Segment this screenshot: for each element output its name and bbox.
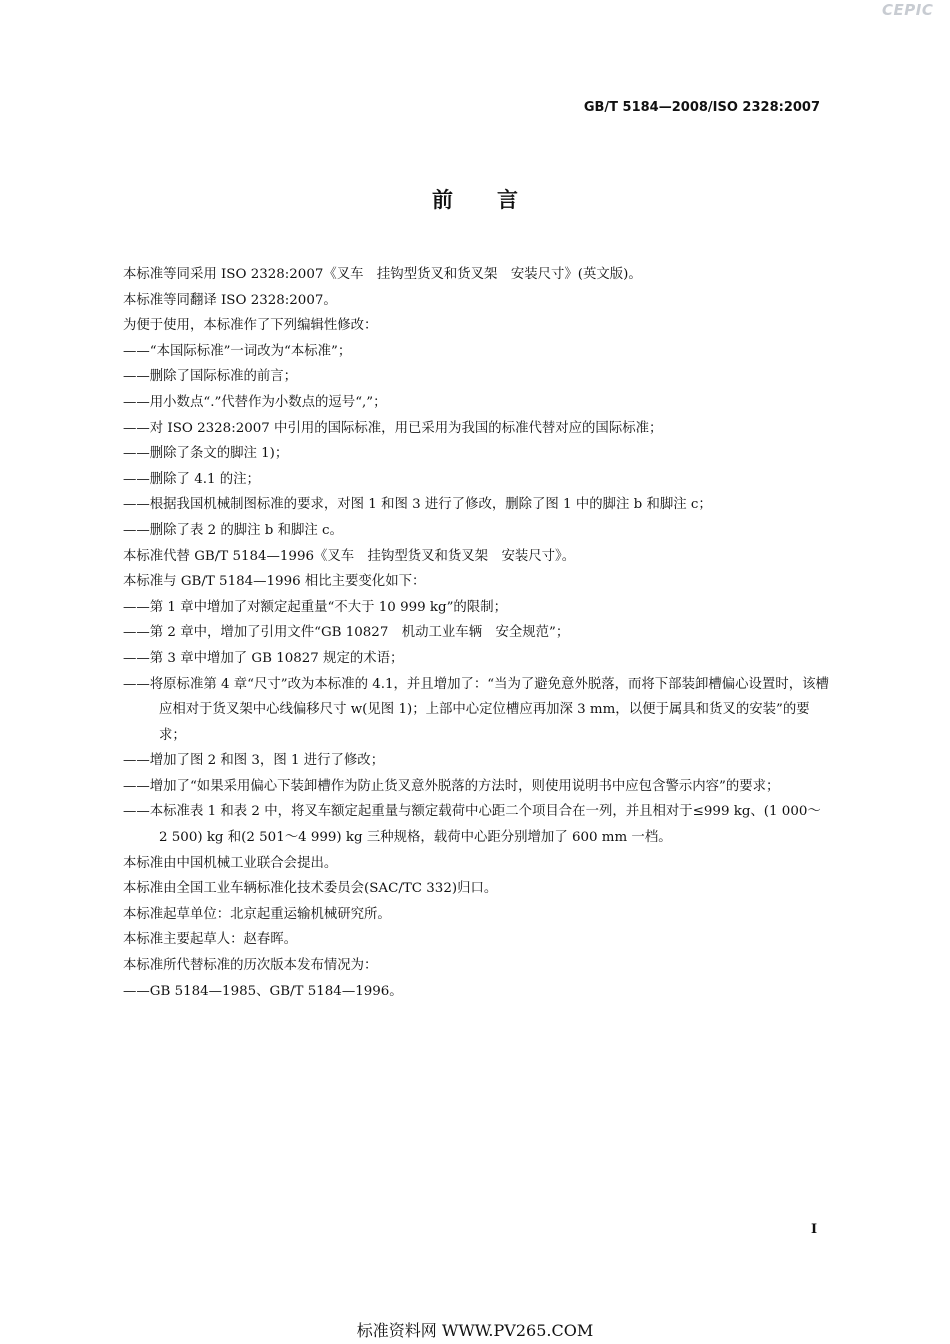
list-item: ——本标准表 1 和表 2 中，将叉车额定起重量与额定载荷中心距二个项目合在一列，并且相对于≤999 kg、(1 000～2 500) kg 和(2 501～4 999) kg 三种规格，载荷中心距分别增加了 600 mm 一档。 [123,804,821,846]
list-item: ——删除了条文的脚注 1)； [123,446,289,462]
paragraph: 本标准由中国机械工业联合会提出。 [123,855,338,871]
paragraph: 本标准等同翻译 ISO 2328:2007。 [123,292,337,308]
list-item: ——“本国际标准”一词改为“本标准”； [123,343,352,359]
list-item: ——第 2 章中，增加了引用文件“GB 10827 机动工业车辆 安全规范”； [123,625,570,641]
paragraph: 本标准与 GB/T 5184—1996 相比主要变化如下： [123,574,426,590]
list-item: ——GB 5184—1985、GB/T 5184—1996。 [123,983,403,999]
paragraph: 本标准由全国工业车辆标准化技术委员会(SAC/TC 332)归口。 [123,881,498,897]
list-item: ——第 3 章中增加了 GB 10827 规定的术语； [123,650,404,666]
list-item: ——删除了表 2 的脚注 b 和脚注 c。 [123,522,343,538]
standard-code: GB/T 5184—2008/ISO 2328:2007 [583,100,820,115]
list-item: ——删除了 4.1 的注； [123,471,260,487]
list-item: ——删除了国际标准的前言； [123,369,298,385]
paragraph: 本标准主要起草人：赵春晖。 [123,932,298,948]
paragraph: 本标准起草单位：北京起重运输机械研究所。 [123,906,391,922]
paragraph: 本标准所代替标准的历次版本发布情况为： [123,958,378,974]
list-item: ——第 1 章中增加了对额定起重量“不大于 10 999 kg”的限制； [123,599,507,615]
page-title: 前言 [432,188,562,212]
list-item: ——根据我国机械制图标准的要求，对图 1 和图 3 进行了修改，删除了图 1 中的脚注 b 和脚注 c； [123,497,712,513]
paragraph: 本标准等同采用 ISO 2328:2007《叉车 挂钩型货叉和货叉架 安装尺寸》(英文版)。 [123,267,642,282]
cepic-logo: CEPIC [882,1,934,19]
page-number: I [811,1222,818,1237]
list-item: ——对 ISO 2328:2007 中引用的国际标准，用已采用为我国的标准代替对应的国际标准； [123,420,663,436]
paragraph: 为便于使用，本标准作了下列编辑性修改： [123,318,378,334]
list-item: ——增加了“如果采用偏心下装卸槽作为防止货叉意外脱落的方法时，则使用说明书中应包含警示内容”的要求； [123,778,780,794]
list-item: ——增加了图 2 和图 3，图 1 进行了修改； [123,753,385,769]
paragraph: 本标准代替 GB/T 5184—1996《叉车 挂钩型货叉和货叉架 安装尺寸》。 [123,548,576,564]
footer-watermark: 标准资料网 WWW.PV265.COM [356,1321,594,1340]
list-item: ——将原标准第 4 章“尺寸”改为本标准的 4.1，并且增加了：“当为了避免意外脱落，而将下部装卸槽偏心设置时，该槽应相对于货叉架中心线偏移尺寸 w(见图 1)；上部中心定位槽应再加深 3 mm，以便于属具和货叉的安装”的要求； [123,676,829,743]
list-item: ——用小数点“.”代替作为小数点的逗号“,”； [123,394,387,410]
foreword-body [123,262,829,1004]
